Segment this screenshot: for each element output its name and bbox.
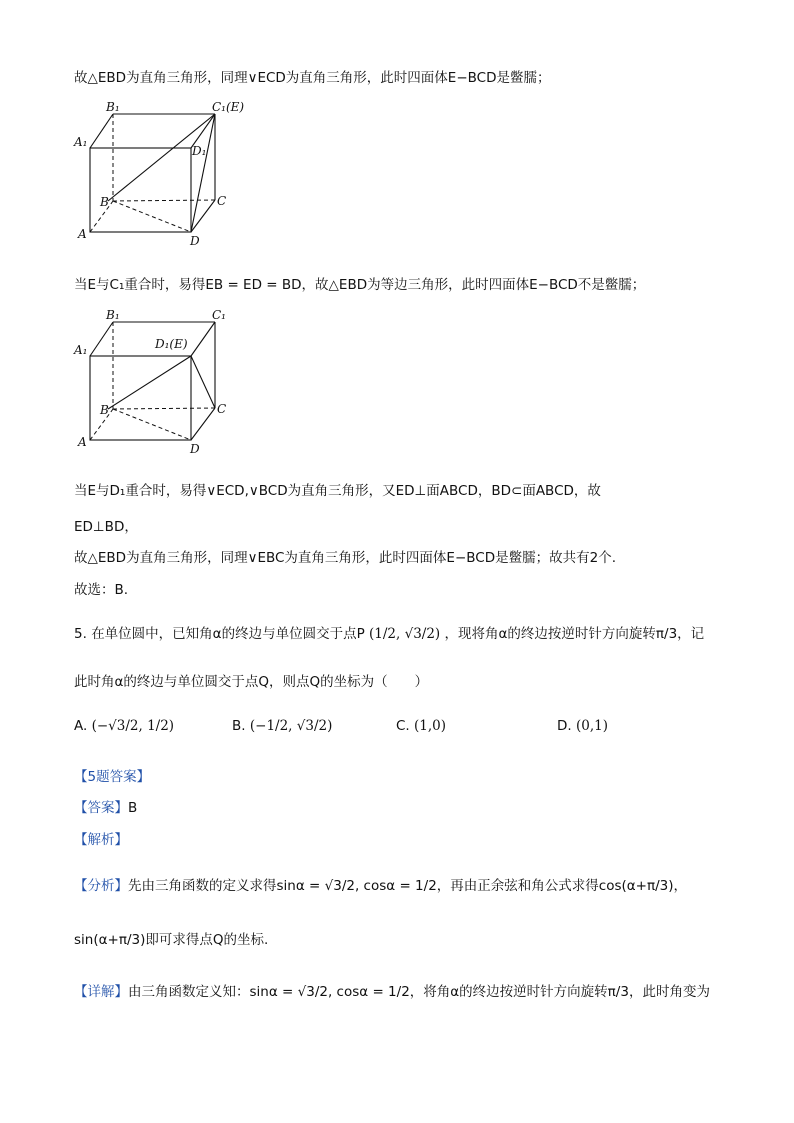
option-c-value: (1,0) [414, 718, 447, 734]
cube2-line-BD1 [108, 356, 191, 409]
label-A1: A₁ [74, 343, 88, 357]
detail-line [74, 980, 710, 1000]
question-text-b: ，现将角α的终边按逆时针方向旋转π/3，记 [444, 626, 705, 642]
label-A: A [78, 227, 87, 241]
cube-figure-2 [70, 306, 260, 456]
label-D1: D₁ [192, 144, 207, 158]
label-A: A [78, 435, 87, 449]
answer-label: 【答案】 [74, 800, 128, 816]
text-line-5 [74, 546, 616, 566]
label-B1: B₁ [106, 100, 120, 114]
fenxi-line-2 [74, 928, 268, 948]
label-A1: A₁ [74, 135, 88, 149]
fenxi-label: 【分析】 [74, 878, 128, 894]
option-b-key: B. [232, 718, 246, 734]
cube-figure-1 [70, 98, 260, 248]
option-d-key: D. [557, 718, 572, 734]
text-line-4 [74, 515, 138, 535]
label-B1: B₁ [106, 308, 120, 322]
fenxi-line-1 [74, 874, 687, 894]
label-D: D [190, 442, 200, 456]
option-a-key: A. [74, 718, 88, 734]
question-line-2-text: 此时角α的终边与单位圆交于点Q，则点Q的坐标为（ ） [74, 674, 429, 690]
cube1-front-face [90, 148, 191, 232]
line-3-text: 当E与D₁重合时，易得∨ECD,∨BCD为直角三角形，又ED⊥面ABCD，BD⊂面ABCD，故 [74, 483, 601, 499]
label-B: B [100, 195, 109, 209]
label-C1: C₁ [212, 308, 226, 322]
question-number: 5. [74, 626, 87, 642]
label-B: B [100, 403, 109, 417]
label-C: C [217, 402, 227, 416]
question-text-a: 在单位圆中，已知角α的终边与单位圆交于点P [91, 626, 365, 642]
analysis-label: 【解析】 [74, 832, 128, 848]
label-C: C [217, 194, 227, 208]
detail-text: 由三角函数定义知：sinα = √3/2, cosα = 1/2，将角α的终边按逆时针方向旋转π/3，此时角变为 [128, 984, 710, 1000]
option-a[interactable] [74, 718, 174, 734]
option-b-value: (−1/2, √3/2) [249, 718, 333, 734]
option-a-value: (−√3/2, 1/2) [91, 718, 175, 734]
question-5-line-1 [74, 622, 704, 642]
cube2-front-face [90, 356, 191, 440]
line-6-text: 故选：B. [74, 582, 129, 598]
line-5-text: 故△EBD为直角三角形，同理∨EBC为直角三角形，此时四面体E−BCD是鳖臑；故共有2个. [74, 550, 616, 566]
option-d-value: (0,1) [575, 718, 608, 734]
answer-line [74, 796, 137, 816]
label-C1E: C₁(E) [212, 100, 245, 114]
text-line-3 [74, 479, 601, 499]
analysis-heading [74, 828, 128, 848]
question-5-line-2 [74, 670, 428, 690]
answer-heading [74, 765, 150, 785]
option-b[interactable] [232, 718, 332, 734]
text-line-1 [74, 66, 551, 86]
line-1-text: 故△EBD为直角三角形，同理∨ECD为直角三角形，此时四面体E−BCD是鳖臑； [74, 70, 551, 86]
text-line-6 [74, 578, 128, 598]
text-line-2 [74, 273, 645, 293]
fenxi-text-2: sin(α+π/3)即可求得点Q的坐标. [74, 932, 269, 948]
option-c-key: C. [396, 718, 410, 734]
cube2-line-D1C [191, 356, 215, 408]
detail-label: 【详解】 [74, 984, 128, 1000]
option-c[interactable] [396, 718, 446, 734]
fenxi-text-1: 先由三角函数的定义求得sinα = √3/2, cosα = 1/2，再由正余弦和角公式求得cos(α+π/3)， [128, 878, 688, 894]
answer-value: B [128, 800, 138, 816]
line-4-text: ED⊥BD， [74, 519, 138, 535]
point-p: (1/2, √3/2) [369, 626, 441, 642]
option-d[interactable] [557, 718, 608, 734]
label-D1E: D₁(E) [155, 337, 188, 351]
answer-heading-text: 【5题答案】 [74, 769, 151, 785]
label-D: D [190, 234, 200, 248]
line-2-text: 当E与C₁重合时，易得EB = ED = BD，故△EBD为等边三角形，此时四面体E−BCD不是鳖臑； [74, 277, 646, 293]
